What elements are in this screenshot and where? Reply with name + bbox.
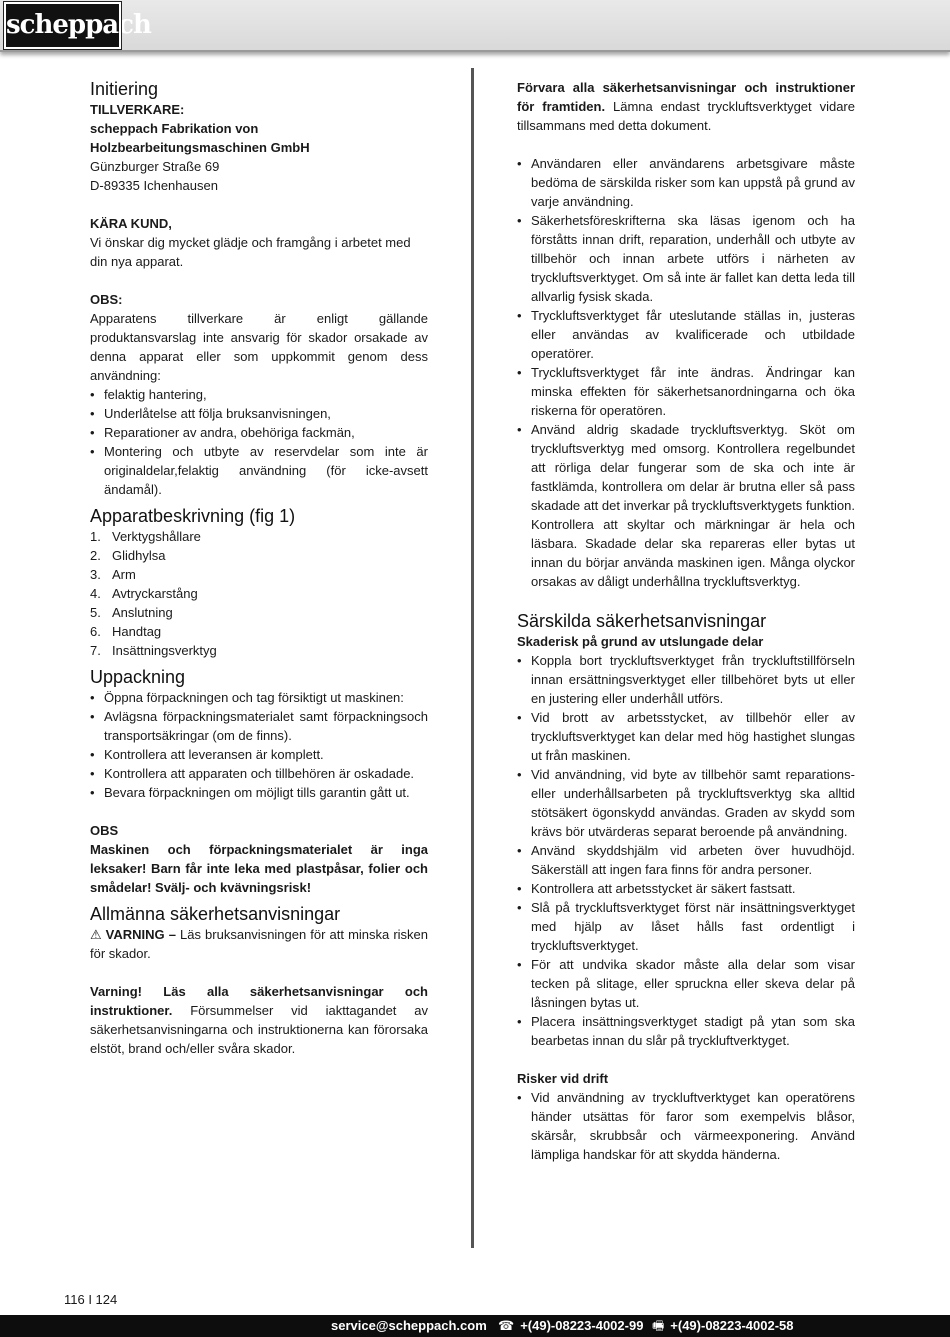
list-item: 7. Insättningsverktyg — [90, 643, 217, 658]
obs2-text: Maskinen och förpackningsmaterialet är inga leksaker! Barn får inte leka med plastpåsar, folier och smådelar! Svälj- och kvävningsrisk! — [90, 842, 428, 895]
list-item: • Vid brott av arbetsstycket, av tillbehör eller av tryckluftsverktyget kan delar med hög hastighet slungas ut från maskinen. — [517, 708, 855, 765]
list-item: 6. Handtag — [90, 624, 162, 639]
left-column — [90, 78, 428, 1058]
list-item: • Placera insättningsverktyget stadigt på ytan som ska bearbetas innan du slår på tryckluftverktyget. — [517, 1012, 855, 1050]
list-item: • Montering och utbyte av reservdelar som inte är originaldelar,felaktig användning (för icke-avsett ändamål). — [90, 442, 428, 499]
page-header — [0, 0, 950, 52]
list-item: • Reparationer av andra, obehöriga fackmän, — [90, 423, 428, 442]
special-subtitle: Skaderisk på grund av utslungade delar — [517, 634, 764, 649]
manufacturer-label: TILLVERKARE: — [90, 102, 185, 117]
page-footer — [0, 1315, 950, 1337]
address-city: D-89335 Ichenhausen — [90, 178, 218, 193]
list-item: 4. Avtryckarstång — [90, 586, 198, 601]
list-item: • Vid användning av tryckluftverktyget kan operatörens händer utsättas för faror som exempelvis blåsor, skärsår, skrubbsår och värmeexponering. Använd lämpliga handskar för att skydda händerna. — [517, 1088, 855, 1164]
list-item: • Vid användning, vid byte av tillbehör samt reparations- eller underhållsarbeten på tryckluftsverktyg ska alltid stötsäkert ögonskydd användas. Graden av skydd som krävs bör utvärderas separat beroende på användning. — [517, 765, 855, 841]
list-item: 2. Glidhylsa — [90, 548, 166, 563]
list-item: • Koppla bort tryckluftsverktyget från tryckluftstillförseln innan ersättningsverktyget eller tillbehöret byts ut eller en justering eller underhåll utförs. — [517, 651, 855, 708]
list-item: • Kontrollera att leveransen är komplett. — [90, 745, 428, 764]
warning-label: VARNING – — [105, 927, 176, 942]
parts-list — [90, 527, 428, 660]
list-item: • Underlåtelse att följa bruksanvisningen, — [90, 404, 428, 423]
obs-list — [90, 385, 428, 499]
warning2-paragraph: Varning! Läs alla säkerhetsanvisningar och instruktioner. Försummelser vid iakttagandet av säkerhetsanvisningarna och instruktionerna kan förorsaka elstöt, brand och/eller svåra skador. — [90, 984, 428, 1056]
keep-instructions-paragraph: Förvara alla säkerhetsanvisningar och instruktioner för framtiden. Lämna endast tryckluftsverktyget vidare tillsammans med detta dokument. — [517, 80, 855, 133]
footer-email[interactable]: service@scheppach.com — [331, 1318, 487, 1333]
warning-paragraph: ⚠ VARNING – Läs bruksanvisningen för att minska risken för skador. — [90, 927, 428, 961]
obs-label: OBS: — [90, 292, 123, 307]
section-title-initiering: Initiering — [90, 79, 159, 99]
dear-customer-text: Vi önskar dig mycket glädje och framgång i arbetet med din nya apparat. — [90, 235, 411, 269]
obs2-label: OBS — [90, 823, 119, 838]
list-item: • Öppna förpackningen och tag försiktigt ut maskinen: — [90, 688, 428, 707]
scheppach-logo: scheppach — [4, 2, 121, 49]
general-safety-list — [517, 154, 855, 591]
risk-list — [517, 1088, 855, 1164]
right-column — [517, 78, 855, 1164]
list-item: • Tryckluftsverktyget får inte ändras. Ändringar kan minska effekten för säkerhetsanordningarna och öka riskerna för operatören. — [517, 363, 855, 420]
list-item: 1. Verktygshållare — [90, 529, 201, 544]
list-item: • Använd skyddshjälm vid arbeten över huvudhöjd. Säkerställ att ingen fara finns för andra personer. — [517, 841, 855, 879]
list-item: • Kontrollera att apparaten och tillbehören är oskadade. — [90, 764, 428, 783]
manufacturer-name-line1: scheppach Fabrikation von — [90, 121, 259, 136]
column-divider — [471, 68, 474, 1248]
list-item: • felaktig hantering, — [90, 385, 428, 404]
address-street: Günzburger Straße 69 — [90, 159, 220, 174]
obs-text: Apparatens tillverkare är enligt gällande produktansvarslag inte ansvarig för skador orsakade av denna apparat eller som uppkommit genom dess användning: — [90, 311, 428, 383]
list-item: • Slå på tryckluftsverktyget först när insättningsverktyget med hjälp av låset hålls fast ordentligt i tryckluftsverktyget. — [517, 898, 855, 955]
section-title-allmanna: Allmänna säkerhetsanvisningar — [90, 904, 341, 924]
list-item: 5. Anslutning — [90, 605, 173, 620]
dear-customer-label: KÄRA KUND, — [90, 216, 172, 231]
special-safety-list — [517, 651, 855, 1050]
footer-phone: ☎ +(49)-08223-4002-99 — [498, 1318, 644, 1333]
page-number: 116 I 124 — [64, 1292, 118, 1307]
list-item: 3. Arm — [90, 567, 136, 582]
risk-title: Risker vid drift — [517, 1071, 609, 1086]
section-title-apparatbeskrivning: Apparatbeskrivning (fig 1) — [90, 506, 296, 526]
manufacturer-name-line2: Holzbearbeitungsmaschinen GmbH — [90, 140, 310, 155]
phone-icon: ☎ — [498, 1318, 515, 1333]
warning-triangle-icon: ⚠ — [90, 927, 102, 942]
list-item: • Säkerhetsföreskrifterna ska läsas igenom och ha förståtts innan drift, reparation, underhåll och utbyte av tillbehör och innan arbete utförs i närheten av tryckluftsverktyget. Om så inte är fallet kan detta leda till allvarlig fysisk skada. — [517, 211, 855, 306]
list-item: • Tryckluftsverktyget får uteslutande ställas in, justeras eller användas av kvalificerade och utbildade operatörer. — [517, 306, 855, 363]
list-item: • Kontrollera att arbetsstycket är säkert fastsatt. — [517, 879, 855, 898]
section-title-sarskilda: Särskilda säkerhetsanvisningar — [517, 611, 767, 631]
footer-fax: 🖷 +(49)-08223-4002-58 — [652, 1318, 794, 1333]
list-item: • Användaren eller användarens arbetsgivare måste bedöma de särskilda risker som kan uppstå på grund av varje användning. — [517, 154, 855, 211]
unpack-list — [90, 688, 428, 802]
list-item: • Använd aldrig skadade tryckluftsverktyg. Sköt om tryckluftsverktyg med omsorg. Kontrollera regelbundet att rörliga delar fungerar som de ska och inte är fastklämda, kontrollera om delar är brutna eller så pass skadade att det inverkar på tryckluftsverktygets funktion. Kontrollera att skyltar och märkningar är hela och läsbara. Skadade delar ska repareras eller bytas ut innan du börjar använda maskinen igen. Många olyckor orsakas av dåligt underhållna tryckluftsverktyg. — [517, 420, 855, 591]
list-item: • Avlägsna förpackningsmaterialet samt förpackningsoch transportsäkringar (om de finns). — [90, 707, 428, 745]
list-item: • För att undvika skador måste alla delar som visar tecken på slitage, eller spruckna eller skeva delar på låsningen bytas ut. — [517, 955, 855, 1012]
section-title-uppackning: Uppackning — [90, 667, 186, 687]
fax-icon: 🖷 — [652, 1318, 665, 1333]
list-item: • Bevara förpackningen om möjligt tills garantin gått ut. — [90, 783, 428, 802]
